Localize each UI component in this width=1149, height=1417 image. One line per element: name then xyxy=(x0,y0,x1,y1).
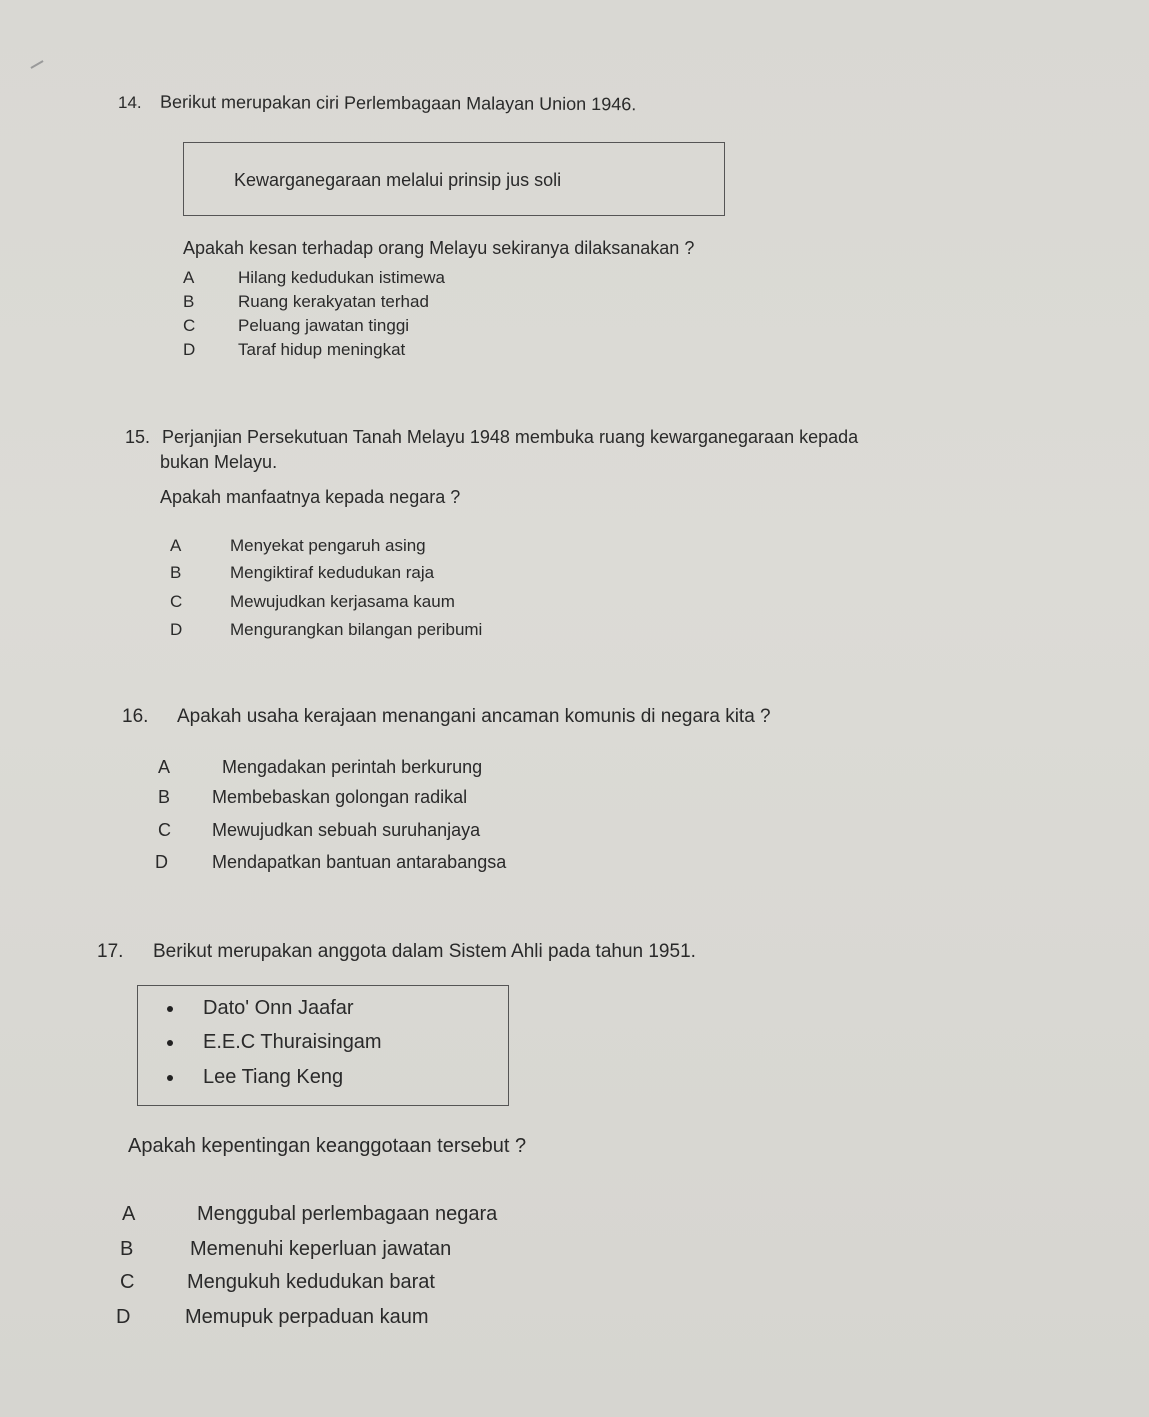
option-d-text: Memupuk perpaduan kaum xyxy=(185,1306,429,1328)
option-letter: D xyxy=(170,620,183,639)
question-number: 16. xyxy=(122,706,149,727)
option-b-text: Ruang kerakyatan terhad xyxy=(238,292,429,311)
bullet-icon xyxy=(167,1075,173,1081)
member-item: Dato' Onn Jaafar xyxy=(203,997,354,1019)
option-c-text: Peluang jawatan tinggi xyxy=(238,316,410,335)
option-letter: A xyxy=(183,268,195,287)
option-c-text: Mewujudkan kerjasama kaum xyxy=(230,592,455,611)
option-c-text: Mengukuh kedudukan barat xyxy=(187,1271,435,1293)
question-stem-line1: Perjanjian Persekutuan Tanah Melayu 1948 membuka ruang kewarganegaraan kepada xyxy=(162,427,859,447)
option-c-text: Mewujudkan sebuah suruhanjaya xyxy=(212,820,481,840)
option-b-text: Mengiktiraf kedudukan raja xyxy=(230,563,435,582)
question-number: 15. xyxy=(125,427,151,447)
option-b-text: Memenuhi keperluan jawatan xyxy=(190,1238,452,1260)
option-letter: B xyxy=(170,563,182,582)
question-prompt: Apakah kesan terhadap orang Melayu sekiranya dilaksanakan ? xyxy=(183,238,695,258)
pen-mark xyxy=(26,53,43,69)
option-a-text: Menggubal perlembagaan negara xyxy=(197,1203,498,1225)
question-number: 17. xyxy=(97,941,124,962)
info-box-text: Kewarganegaraan melalui prinsip jus soli xyxy=(234,170,562,190)
option-letter: C xyxy=(170,592,183,611)
question-stem: Apakah usaha kerajaan menangani ancaman komunis di negara kita ? xyxy=(177,706,771,727)
option-letter: C xyxy=(183,316,196,335)
option-letter: B xyxy=(183,292,195,311)
option-letter: A xyxy=(158,757,171,777)
option-letter: B xyxy=(158,787,171,807)
option-letter: A xyxy=(170,536,182,555)
option-letter: B xyxy=(120,1238,134,1260)
option-a-text: Hilang kedudukan istimewa xyxy=(238,268,445,287)
option-a-text: Menyekat pengaruh asing xyxy=(230,536,426,555)
option-d-text: Taraf hidup meningkat xyxy=(238,340,406,359)
bullet-icon xyxy=(167,1040,173,1046)
option-b-text: Membebaskan golongan radikal xyxy=(212,787,468,807)
member-item: Lee Tiang Keng xyxy=(203,1066,344,1088)
question-stem: Berikut merupakan anggota dalam Sistem Ahli pada tahun 1951. xyxy=(153,941,696,962)
question-stem-line2: bukan Melayu. xyxy=(160,452,278,472)
option-d-text: Mengurangkan bilangan peribumi xyxy=(230,620,483,639)
option-letter: D xyxy=(116,1306,131,1328)
question-stem: Berikut merupakan ciri Perlembagaan Malayan Union 1946. xyxy=(159,91,637,115)
option-letter: A xyxy=(122,1203,136,1225)
option-letter: C xyxy=(158,820,171,840)
option-d-text: Mendapatkan bantuan antarabangsa xyxy=(212,852,507,872)
question-prompt: Apakah manfaatnya kepada negara ? xyxy=(160,487,461,507)
question-number: 14. xyxy=(118,93,142,112)
bullet-icon xyxy=(167,1006,173,1012)
option-letter: D xyxy=(183,340,196,359)
member-item: E.E.C Thuraisingam xyxy=(203,1031,382,1053)
option-a-text: Mengadakan perintah berkurung xyxy=(222,757,483,777)
option-letter: D xyxy=(155,852,168,872)
question-prompt: Apakah kepentingan keanggotaan tersebut ? xyxy=(128,1135,527,1157)
option-letter: C xyxy=(120,1271,135,1293)
